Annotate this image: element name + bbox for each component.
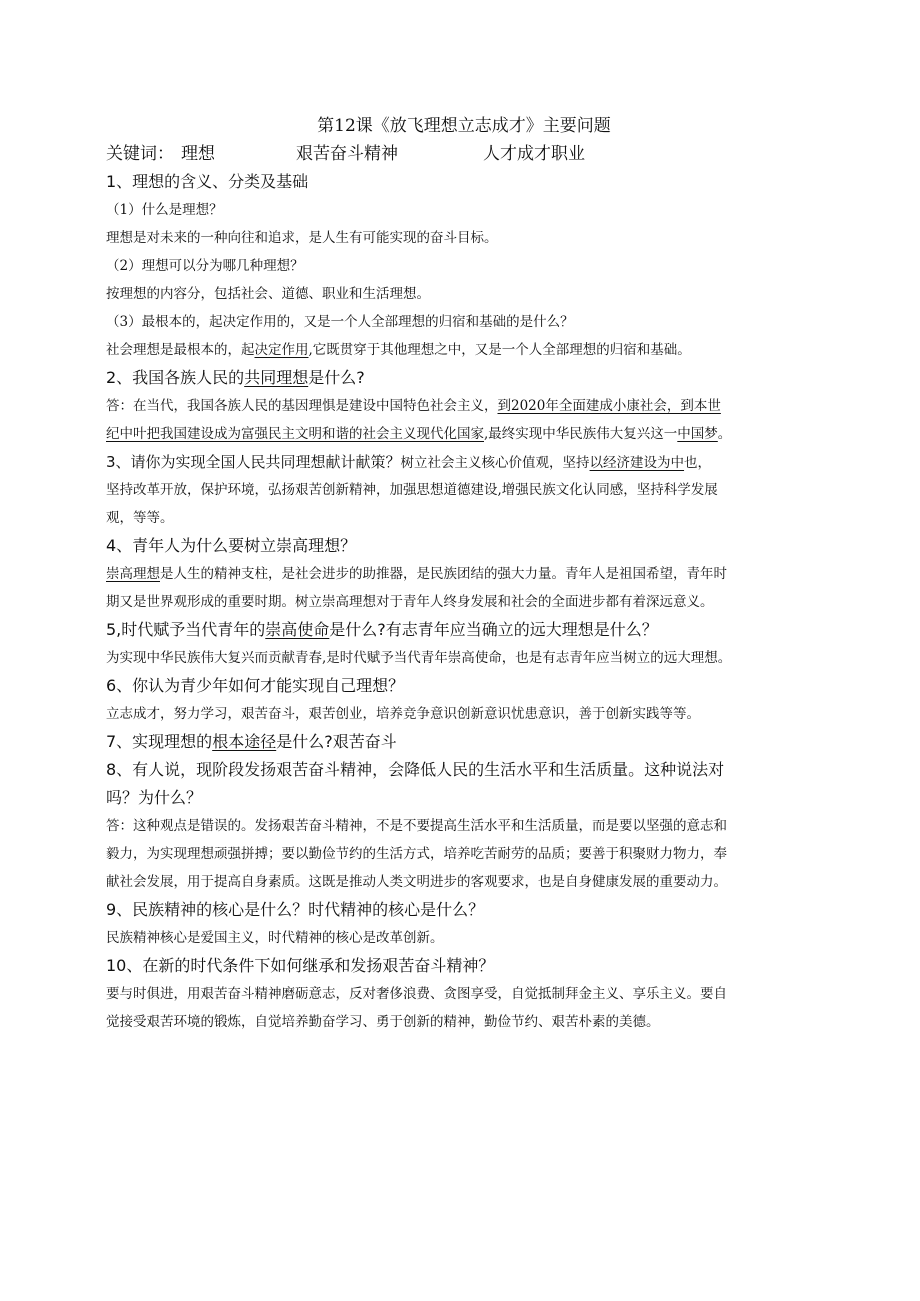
heading-text: 5,时代赋予当代青年的 <box>106 620 266 639</box>
keywords-line <box>106 140 822 168</box>
question-4-answer-line-2: 期又是世界观形成的重要时期。树立崇高理想对于青年人终身发展和社会的全面进步都有着深远意义。 <box>106 594 714 610</box>
question-8-answer-line-2: 毅力，为实现理想顽强拼搏；要以勤俭节约的生活方式，培养吃苦耐劳的品质；要善于积聚财力物力，奉 <box>106 846 727 862</box>
underlined-term: 纪中叶把我国建设成为富强民主文明和谐的社会主义现代化国家 <box>106 426 484 442</box>
underlined-term: 崇高使命 <box>265 620 330 639</box>
question-3-line-3: 观，等等。 <box>106 510 174 526</box>
underlined-term: 根本途径 <box>212 732 277 751</box>
question-8-heading-line-1: 8、有人说，现阶段发扬艰苦奋斗精神，会降低人民的生活水平和生活质量。这种说法对 <box>106 760 725 779</box>
question-3-line-1 <box>106 448 822 476</box>
underlined-term: 决定作用 <box>254 342 309 358</box>
underlined-term: 到2020年全面建成小康社会，到本世 <box>497 398 721 414</box>
document-page <box>106 112 822 1036</box>
question-4-heading: 4、青年人为什么要树立崇高理想？ <box>106 536 357 555</box>
heading-text: 7、实现理想的 <box>106 732 213 751</box>
question-7-heading <box>106 728 822 756</box>
question-10-answer-line-2: 觉接受艰苦环境的锻炼，自觉培养勤奋学习、勇于创新的精神，勤俭节约、艰苦朴素的美德。 <box>106 1014 660 1030</box>
underlined-term: 中国梦 <box>677 426 718 442</box>
question-2-answer-line-2 <box>106 420 822 448</box>
heading-text: 是什么?艰苦奋斗 <box>276 732 397 751</box>
answer-text: 树立社会主义核心价值观，坚持 <box>400 455 590 471</box>
question-10-answer-line-1: 要与时俱进，用艰苦奋斗精神磨砺意志，反对奢侈浪费、贪图享受，自觉抵制拜金主义、享乐主义。要自 <box>106 986 727 1002</box>
question-10-heading: 10、在新的时代条件下如何继承和发扬艰苦奋斗精神？ <box>106 956 495 975</box>
answer-text: 是人生的精神支柱，是社会进步的助推器，是民族团结的强大力量。青年人是祖国希望，青年时 <box>160 566 727 582</box>
page-title: 第12课《放飞理想立志成才》主要问题 <box>317 116 611 136</box>
question-3-line-2: 坚持改革开放，保护环境，弘扬艰苦创新精神，加强思想道德建设,增强民族文化认同感，坚持科学发展 <box>106 482 718 498</box>
question-8-answer-line-3: 献社会发展，用于提高自身素质。这既是推动人类文明进步的客观要求，也是自身健康发展的重要动力。 <box>106 874 727 890</box>
keyword-ideal: 理想 <box>181 144 215 164</box>
heading-text: 2、我国各族人民的 <box>106 368 245 387</box>
heading-text: 是什么?有志青年应当确立的远大理想是什么？ <box>329 620 658 639</box>
question-5-answer: 为实现中华民族伟大复兴而贡献青春,是时代赋予当代青年崇高使命，也是有志青年应当树立的远大理想。 <box>106 650 732 666</box>
question-1-answer-1: 理想是对未来的一种向往和追求，是人生有可能实现的奋斗目标。 <box>106 230 498 246</box>
keyword-talent: 人才成才职业 <box>483 144 585 164</box>
underlined-term: 崇高理想 <box>106 566 160 582</box>
question-1-sub-3: （3）最根本的，起决定作用的，又是一个人全部理想的归宿和基础的是什么？ <box>106 314 574 330</box>
question-8-heading-line-2: 吗？为什么？ <box>106 788 203 807</box>
question-4-answer-line-1 <box>106 560 822 588</box>
answer-text: 社会理想是最根本的，起 <box>106 342 255 358</box>
answer-text: 答：在当代，我国各族人民的基因理惧是建设中国特色社会主义， <box>106 398 498 414</box>
question-6-answer: 立志成才，努力学习，艰苦奋斗，艰苦创业，培养竞争意识创新意识忧患意识，善于创新实践等等。 <box>106 706 700 722</box>
keywords-label: 关键词： <box>106 144 174 164</box>
question-8-answer-line-1: 答：这种观点是错误的。发扬艰苦奋斗精神，不是不要提高生活水平和生活质量，而是要以坚强的意志和 <box>106 818 727 834</box>
question-1-sub-1: （1）什么是理想？ <box>106 202 223 218</box>
keyword-hard-work: 艰苦奋斗精神 <box>296 144 398 164</box>
underlined-term: 共同理想 <box>244 368 309 387</box>
question-1-answer-3 <box>106 336 822 364</box>
answer-text: ,它既贯穿于其他理想之中，又是一个人全部理想的归宿和基础。 <box>308 342 691 358</box>
question-2-answer-line-1 <box>106 392 822 420</box>
question-1-sub-2: （2）理想可以分为哪几种理想？ <box>106 258 304 274</box>
question-6-heading: 6、你认为青少年如何才能实现自己理想？ <box>106 676 405 695</box>
question-9-heading: 9、民族精神的核心是什么？时代精神的核心是什么？ <box>106 900 485 919</box>
underlined-term: 以经济建设为中 <box>589 455 685 471</box>
question-5-heading <box>106 616 822 644</box>
heading-text: 是什么? <box>308 368 365 387</box>
question-9-answer: 民族精神核心是爱国主义，时代精神的核心是改革创新。 <box>106 930 444 946</box>
answer-text: ,最终实现中华民族伟大复兴这一 <box>484 426 678 442</box>
answer-text: 也， <box>684 455 712 471</box>
question-2-heading <box>106 364 822 392</box>
question-3-heading: 3、请你为实现全国人民共同理想献计献策？ <box>106 453 401 471</box>
question-1-heading: 1、理想的含义、分类及基础 <box>106 172 309 191</box>
answer-text: 。 <box>717 426 732 442</box>
question-1-answer-2: 按理想的内容分，包括社会、道德、职业和生活理想。 <box>106 286 430 302</box>
